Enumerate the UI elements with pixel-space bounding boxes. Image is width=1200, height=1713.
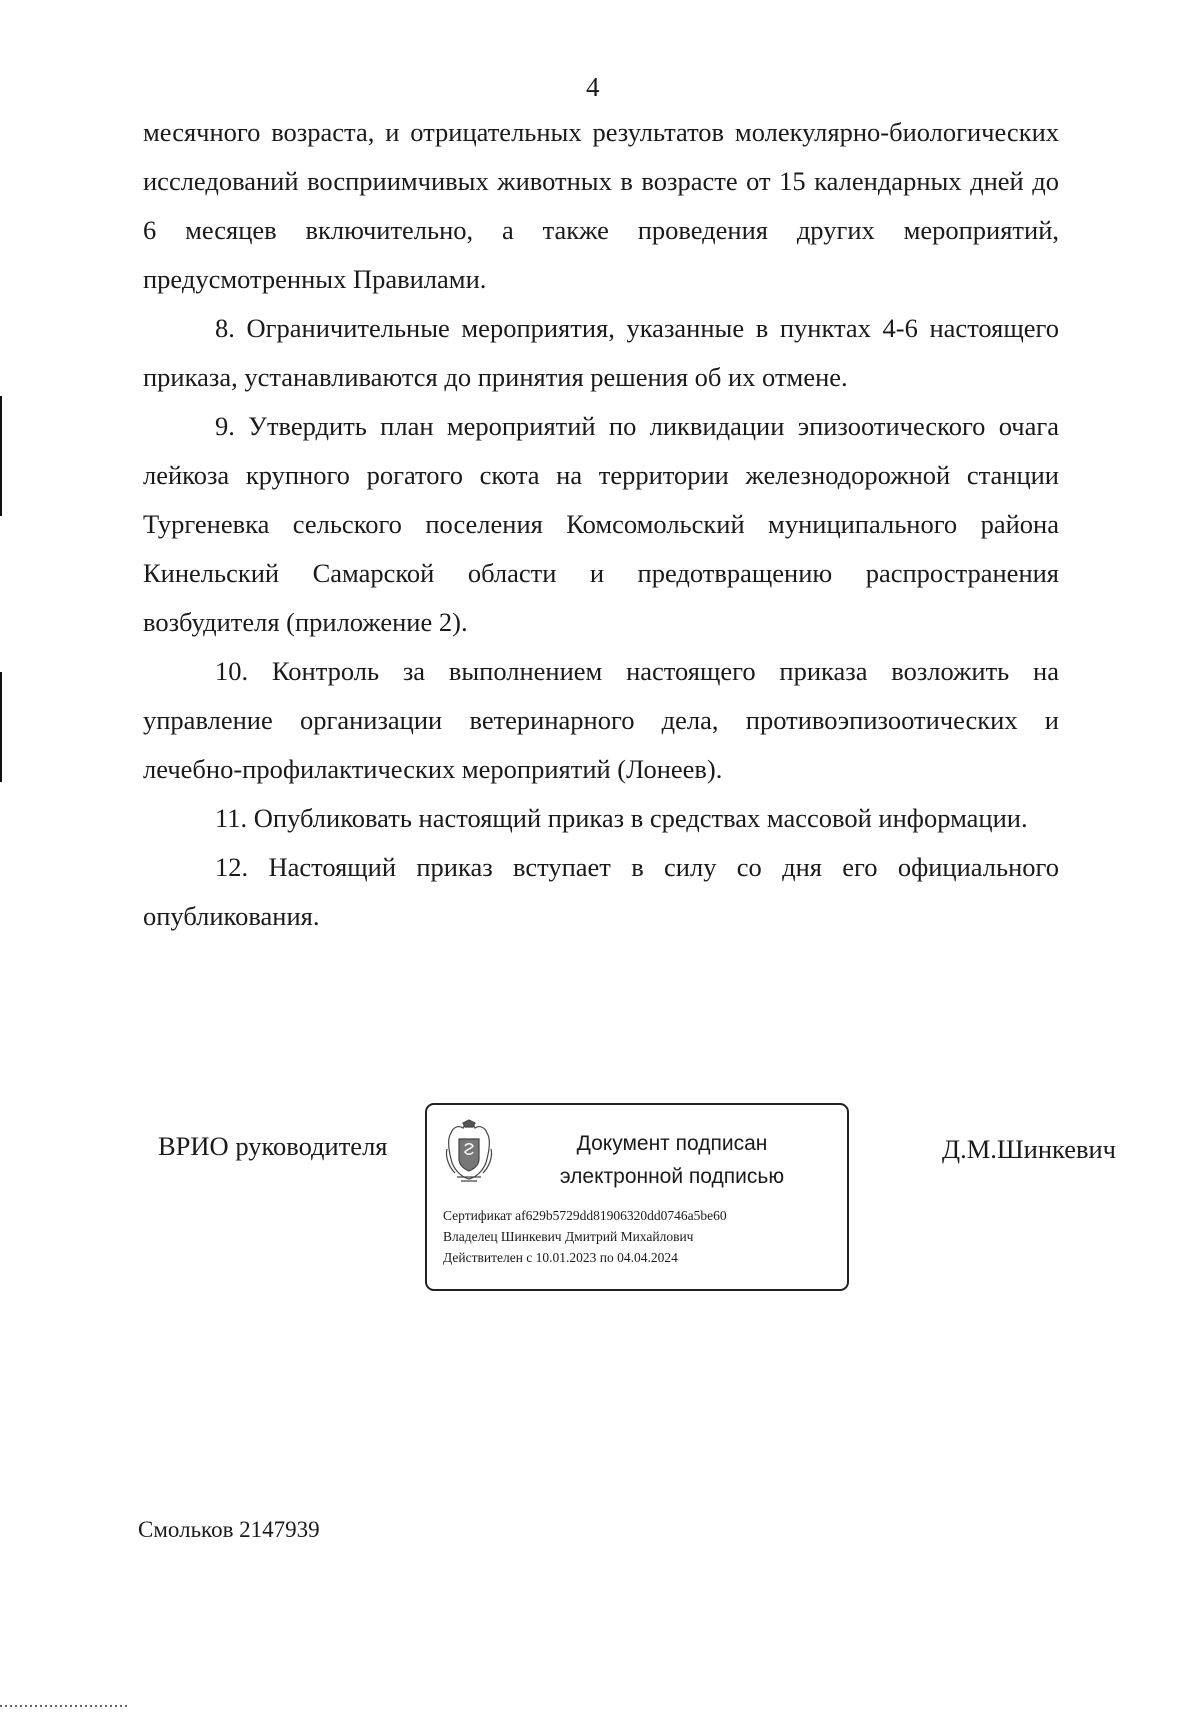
scan-edge-mark-top (0, 396, 2, 516)
page-number: 4 (586, 72, 600, 102)
paragraph-item-10: 10. Контроль за выполнением настоящего приказа возложить на управление организации ветеринарного дела, противоэпизоотических и лечебно-профилактических мероприятий (Лонеев). (143, 656, 1059, 784)
paragraph-continuation: месячного возраста, и отрицательных результатов молекулярно-биологических исследований восприимчивых животных в возрасте от 15 календарных дней до 6 месяцев включительно, а также проведения других мероприятий, предусмотренных Правилами. (143, 117, 1059, 294)
paragraph-item-9: 9. Утвердить план мероприятий по ликвидации эпизоотического очага лейкоза крупного рогатого скота на территории железнодорожной станции Тургеневка сельского поселения Комсомольский муниципального района Кинельский Самарской области и предотвращению распространения возбудителя (приложение 2). (143, 411, 1059, 637)
paragraph-item-11: 11. Опубликовать настоящий приказ в средствах массовой информации. (215, 803, 1028, 833)
scan-edge-dots (0, 1705, 130, 1707)
stamp-owner: Владелец Шинкевич Дмитрий Михайлович (443, 1229, 694, 1244)
scan-edge-mark-middle (0, 672, 2, 782)
stamp-validity: Действителен с 10.01.2023 по 04.04.2024 (443, 1250, 678, 1265)
signatory-role: ВРИО руководителя (158, 1131, 388, 1161)
document-body (143, 108, 1059, 941)
electronic-signature-stamp (425, 1103, 849, 1291)
stamp-details (443, 1205, 727, 1268)
executor-line: Смольков 2147939 (138, 1517, 320, 1542)
stamp-title (507, 1127, 837, 1193)
paragraph-item-8: 8. Ограничительные мероприятия, указанные в пунктах 4-6 настоящего приказа, устанавливаются до принятия решения об их отмене. (143, 313, 1059, 392)
coat-of-arms-icon (443, 1119, 495, 1183)
stamp-title-line-2: электронной подписью (559, 1165, 785, 1188)
paragraph-item-12: 12. Настоящий приказ вступает в силу со дня его официального опубликования. (143, 852, 1059, 931)
signatory-name: Д.М.Шинкевич (942, 1134, 1116, 1164)
stamp-title-line-1: Документ подписан (576, 1132, 768, 1155)
stamp-certificate: Сертификат af629b5729dd81906320dd0746a5be60 (443, 1208, 727, 1223)
